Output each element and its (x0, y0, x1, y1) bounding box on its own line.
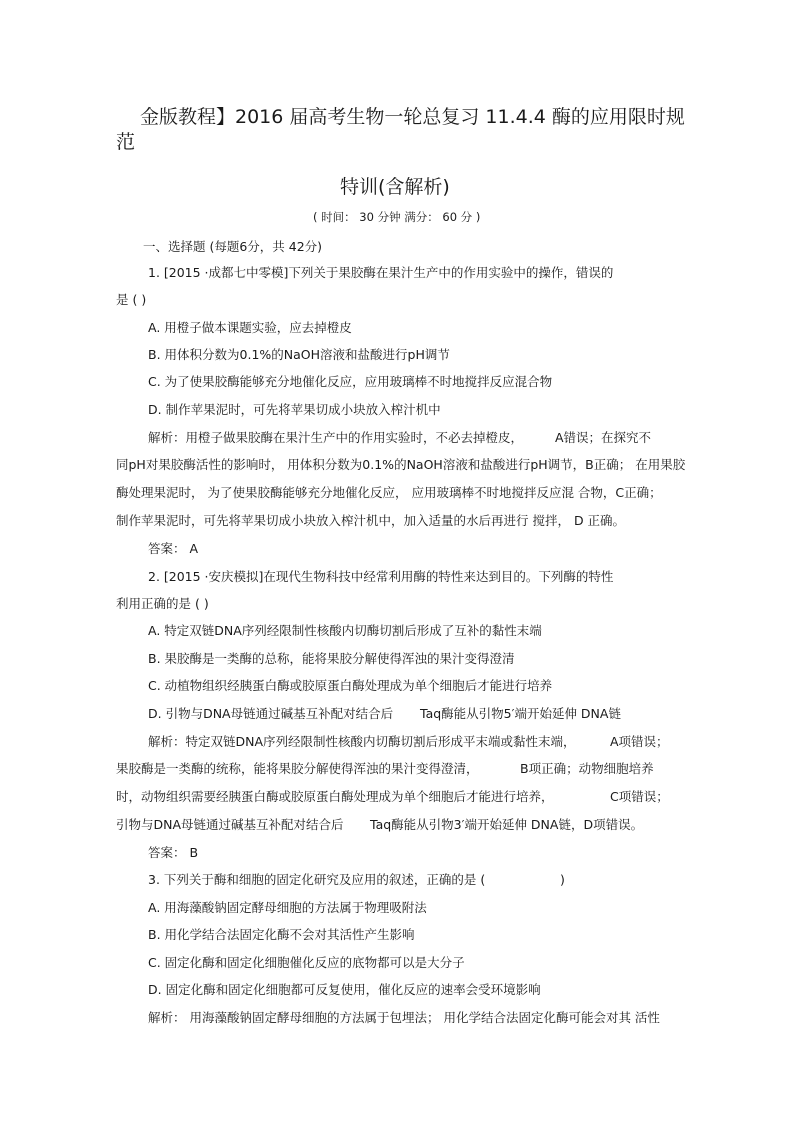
q2-stem-line-2: 利用正确的是 ( ) (116, 596, 209, 611)
q3-stem: 3. 下列关于酶和细胞的固定化研究及应用的叙述，正确的是 ( (148, 872, 486, 887)
q1-explanation-line-1-end: A错误；在探究不 (555, 430, 652, 445)
q2-explanation-line-3-end: C项错误； (610, 789, 669, 804)
q1-option-a: A. 用橙子做本课题实验，应去掉橙皮 (148, 320, 352, 335)
q2-option-d: D. 引物与DNA母链通过碱基互补配对结合后 (148, 706, 394, 721)
time-info: ( 时间： 30 分钟 满分： 60 分 ) (313, 210, 481, 224)
q2-explanation-line-4: 引物与DNA母链通过碱基互补配对结合后 (116, 817, 344, 832)
q2-option-d-end: Taq酶能从引物5′端开始延伸 DNA链 (420, 706, 621, 721)
q3-explanation-line-1: 解析： 用海藻酸钠固定酵母细胞的方法属于包埋法； 用化学结合法固定化酶可能会对其 活性 (148, 1010, 660, 1025)
q2-answer: 答案： B (148, 845, 199, 860)
q3-option-a: A. 用海藻酸钠固定酵母细胞的方法属于物理吸附法 (148, 900, 427, 915)
q2-option-a: A. 特定双链DNA序列经限制性核酸内切酶切割后形成了互补的黏性末端 (148, 623, 542, 638)
q2-explanation-line-4-end: Taq酶能从引物3′端开始延伸 DNA链，D项错误。 (370, 817, 644, 832)
page-subtitle: 特训(含解析) (340, 176, 450, 198)
q1-explanation-line-1: 解析：用橙子做果胶酶在果汁生产中的作用实验时，不必去掉橙皮， (148, 430, 524, 445)
q1-explanation-line-4: 制作苹果泥时，可先将苹果切成小块放入榨汁机中，加入适量的水后再进行 搅拌， D 正确。 (116, 513, 626, 528)
q2-explanation-line-2: 果胶酶是一类酶的统称，能将果胶分解使得浑浊的果汁变得澄清， (116, 761, 479, 776)
q1-option-d: D. 制作苹果泥时，可先将苹果切成小块放入榨汁机中 (148, 402, 441, 417)
q2-stem-line-1: 2. [2015 ·安庆模拟]在现代生物科技中经常利用酶的特性来达到目的。下列酶的特性 (148, 569, 614, 584)
q2-explanation-line-1-end: A项错误； (610, 734, 669, 749)
q1-explanation-line-2: 同pH对果胶酶活性的影响时， 用体积分数为0.1%的NaOH溶液和盐酸进行pH调节，B正确； 在用果胶 (116, 457, 686, 472)
page-title-line-1: 金版教程】2016 届高考生物一轮总复习 11.4.4 酶的应用限时规 (140, 106, 685, 128)
q1-explanation-line-3: 酶处理果泥时， 为了使果胶酶能够充分地催化反应， 应用玻璃棒不时地搅拌反应混 合物，C正确； (116, 485, 662, 500)
q3-option-d: D. 固定化酶和固定化细胞都可反复使用，催化反应的速率会受环境影响 (148, 982, 541, 997)
section-heading: 一、选择题 (每题6分，共 42分) (143, 239, 323, 254)
q2-explanation-line-3: 时，动物组织需要经胰蛋白酶或胶原蛋白酶处理成为单个细胞后才能进行培养， (116, 789, 554, 804)
q3-option-c: C. 固定化酶和固定化细胞催化反应的底物都可以是大分子 (148, 955, 465, 970)
q2-option-b: B. 果胶酶是一类酶的总称，能将果胶分解使得浑浊的果汁变得澄清 (148, 651, 515, 666)
q2-option-c: C. 动植物组织经胰蛋白酶或胶原蛋白酶处理成为单个细胞后才能进行培养 (148, 678, 553, 693)
q1-stem-line-2: 是 ( ) (116, 292, 147, 307)
q1-option-b: B. 用体积分数为0.1%的NaOH溶液和盐酸进行pH调节 (148, 347, 450, 362)
q1-stem-line-1: 1. [2015 ·成都七中零模]下列关于果胶酶在果汁生产中的作用实验中的操作，错误的 (148, 265, 614, 280)
q3-option-b: B. 用化学结合法固定化酶不会对其活性产生影响 (148, 927, 415, 942)
q2-explanation-line-1: 解析：特定双链DNA序列经限制性核酸内切酶切割后形成平末端或黏性末端， (148, 734, 576, 749)
page-title-line-2: 范 (116, 131, 136, 153)
q2-explanation-line-2-end: B项正确；动物细胞培养 (520, 761, 654, 776)
q3-stem-end: ) (560, 872, 565, 887)
q1-answer: 答案： A (148, 541, 199, 556)
q1-option-c: C. 为了使果胶酶能够充分地催化反应，应用玻璃棒不时地搅拌反应混合物 (148, 374, 553, 389)
